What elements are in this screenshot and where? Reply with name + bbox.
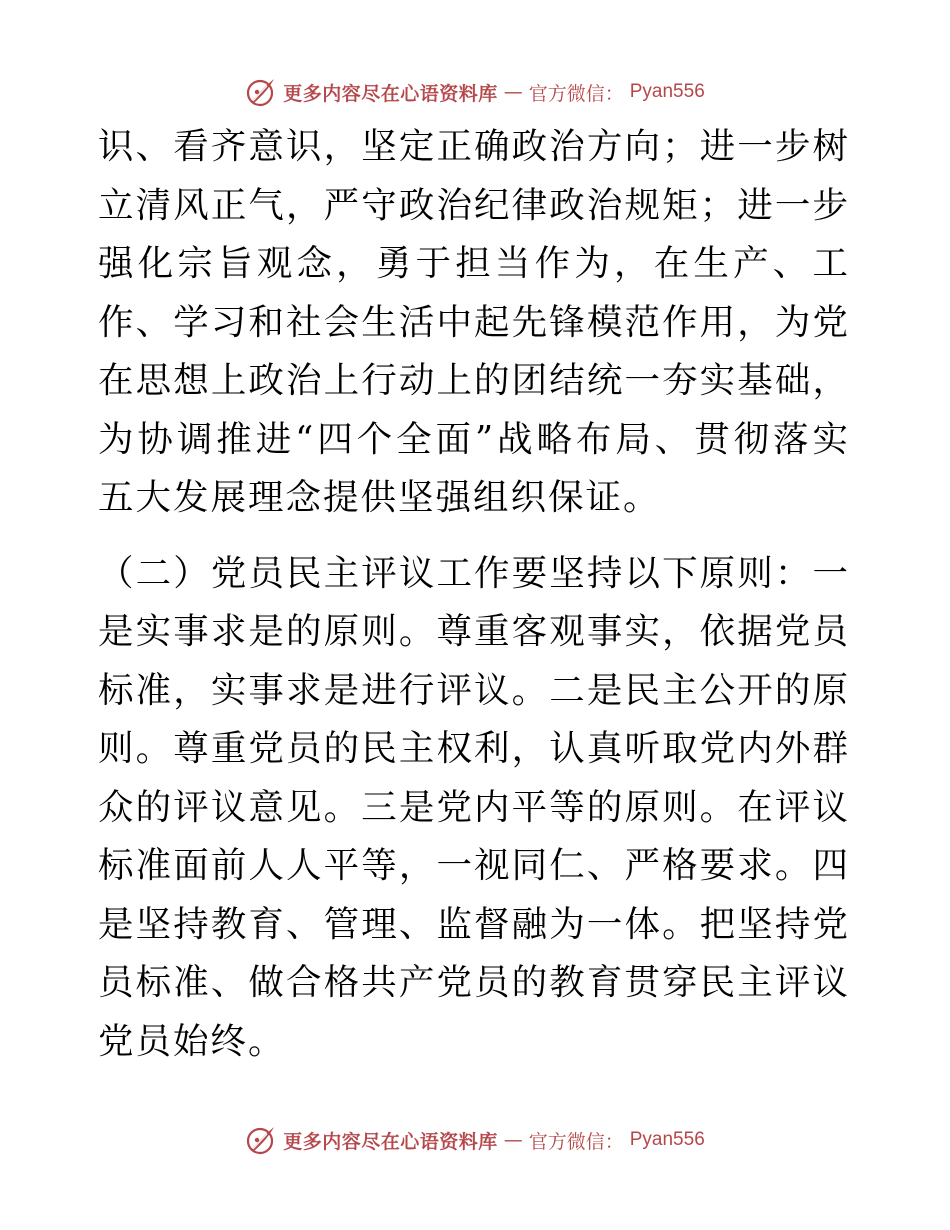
banner-site-text: 更多内容尽在心语资料库 [283, 82, 498, 105]
header-banner [0, 72, 950, 112]
document-body [98, 118, 850, 1071]
banner-site-text: 更多内容尽在心语资料库 [283, 1130, 498, 1153]
banner-wechat-id: Pyan556 [629, 1129, 705, 1150]
banner-wechat-id: Pyan556 [629, 81, 705, 102]
banner-separator: — [503, 81, 523, 103]
banner-wechat-label: 官方微信： [528, 1130, 624, 1153]
footer-banner [0, 1120, 950, 1160]
feather-pen-logo-icon [245, 1124, 277, 1156]
banner-wechat-label: 官方微信： [528, 82, 624, 105]
feather-pen-logo-icon [245, 76, 277, 108]
banner-separator: — [503, 1129, 523, 1151]
body-paragraph-1: 识、看齐意识，坚定正确政治方向；进一步树立清风正气，严守政治纪律政治规矩；进一步强化宗旨观念，勇于担当作为，在生产、工作、学习和社会生活中起先锋模范作用，为党在思想上政治上行动上的团结统一夯实基础，为协调推进“四个全面”战略布局、贯彻落实五大发展理念提供坚强组织保证。 [98, 126, 850, 518]
body-paragraph-2: （二）党员民主评议工作要坚持以下原则：一是实事求是的原则。尊重客观事实，依据党员标准，实事求是进行评议。二是民主公开的原则。尊重党员的民主权利，认真听取党内外群众的评议意见。三是党内平等的原则。在评议标准面前人人平等，一视同仁、严格要求。四是坚持教育、管理、监督融为一体。把坚持党员标准、做合格共产党员的教育贯穿民主评议党员始终。 [98, 552, 850, 1062]
